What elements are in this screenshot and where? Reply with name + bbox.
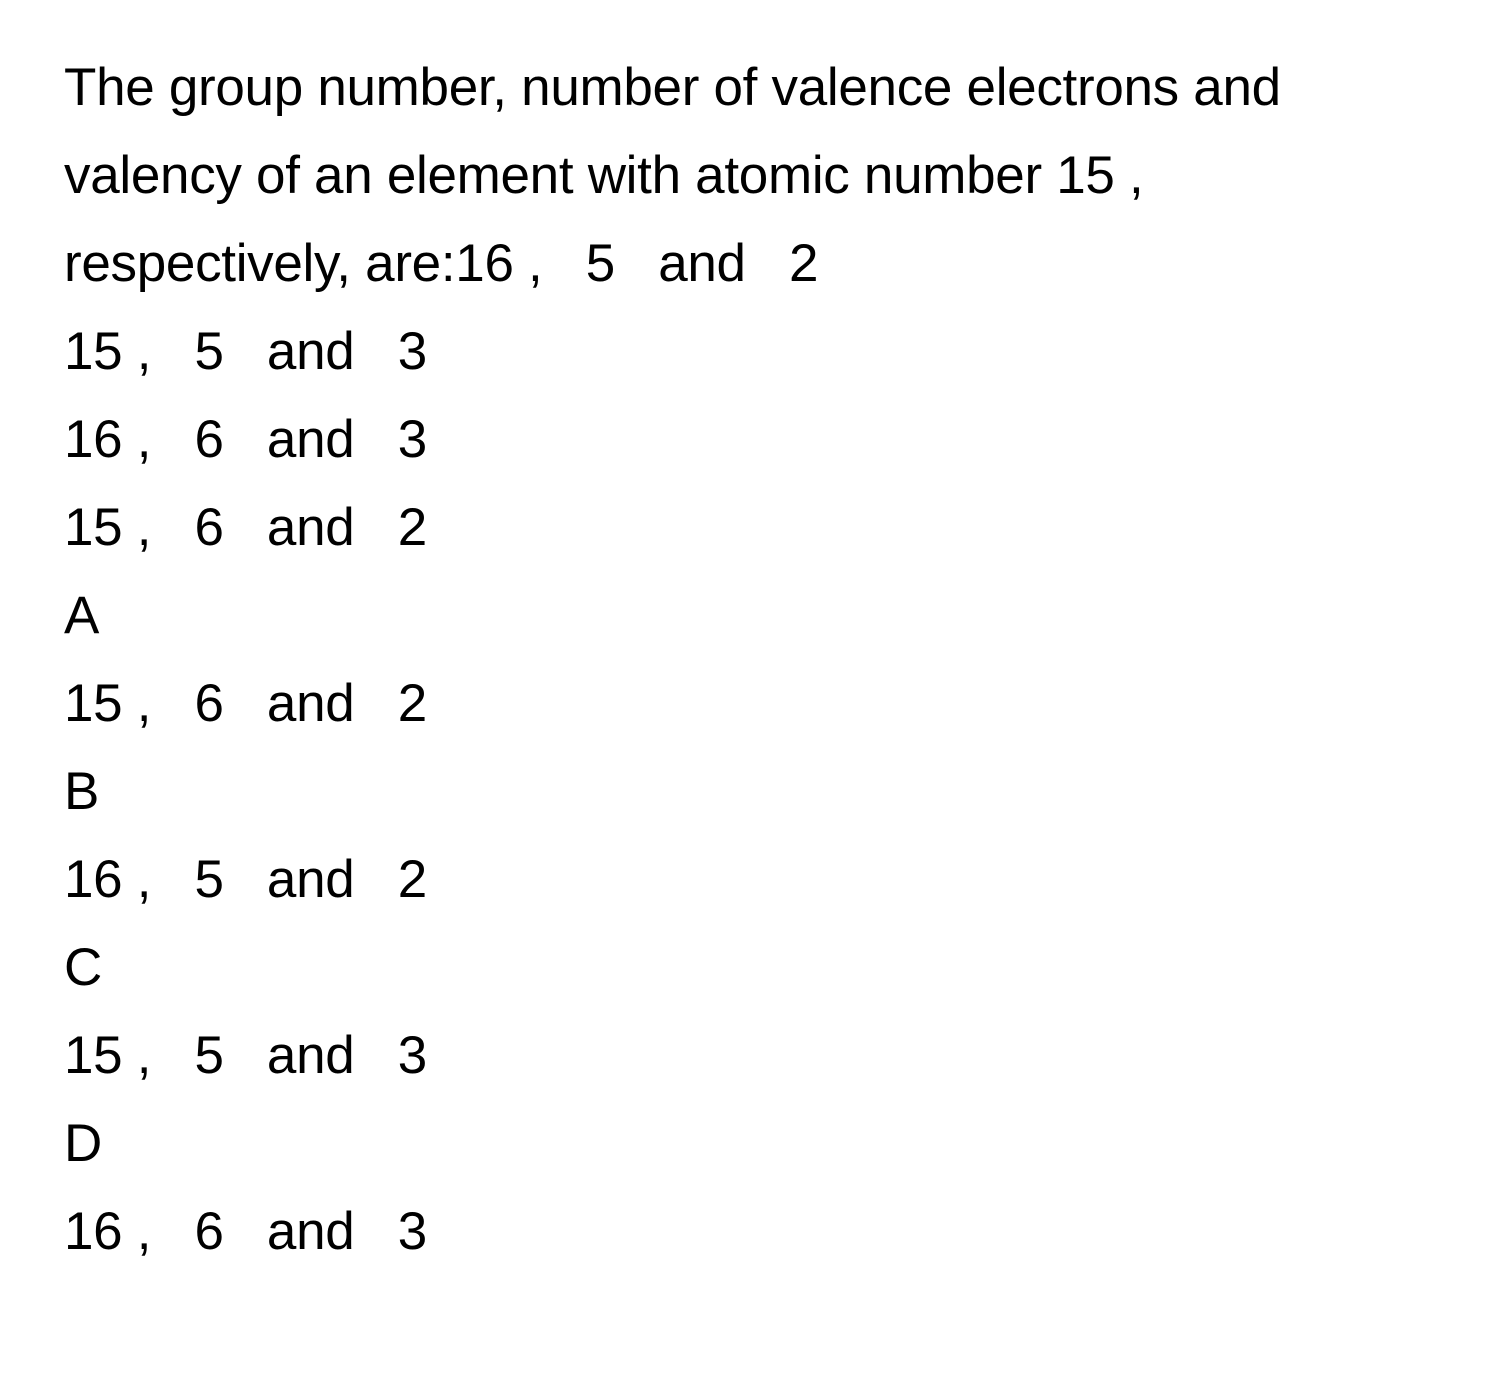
answer-letter: C xyxy=(64,938,102,997)
answer-choice-d[interactable] xyxy=(64,1100,1464,1276)
answer-text: 15 , 6 and 2 xyxy=(64,674,427,733)
answer-letter: A xyxy=(64,586,100,645)
question-line-2: valency of an element with atomic number 15 , xyxy=(64,146,1144,205)
answer-text: 15 , 5 and 3 xyxy=(64,1026,427,1085)
option-text: 16 , 6 and 3 xyxy=(64,410,427,469)
answer-choice-c[interactable] xyxy=(64,924,1464,1100)
option-text: 15 , 5 and 3 xyxy=(64,322,427,381)
option-text: 15 , 6 and 2 xyxy=(64,498,427,557)
question-page xyxy=(64,0,1464,1276)
answer-choices xyxy=(64,572,1464,1276)
option-list xyxy=(64,308,1464,572)
question-text xyxy=(64,0,1464,308)
answer-text: 16 , 6 and 3 xyxy=(64,1202,427,1261)
question-line-3: respectively, are:16 , 5 and 2 xyxy=(64,234,819,293)
answer-letter: B xyxy=(64,762,100,821)
answer-text: 16 , 5 and 2 xyxy=(64,850,427,909)
answer-choice-a[interactable] xyxy=(64,572,1464,748)
answer-choice-b[interactable] xyxy=(64,748,1464,924)
answer-letter: D xyxy=(64,1114,102,1173)
question-line-1: The group number, number of valence electrons and xyxy=(64,58,1281,117)
